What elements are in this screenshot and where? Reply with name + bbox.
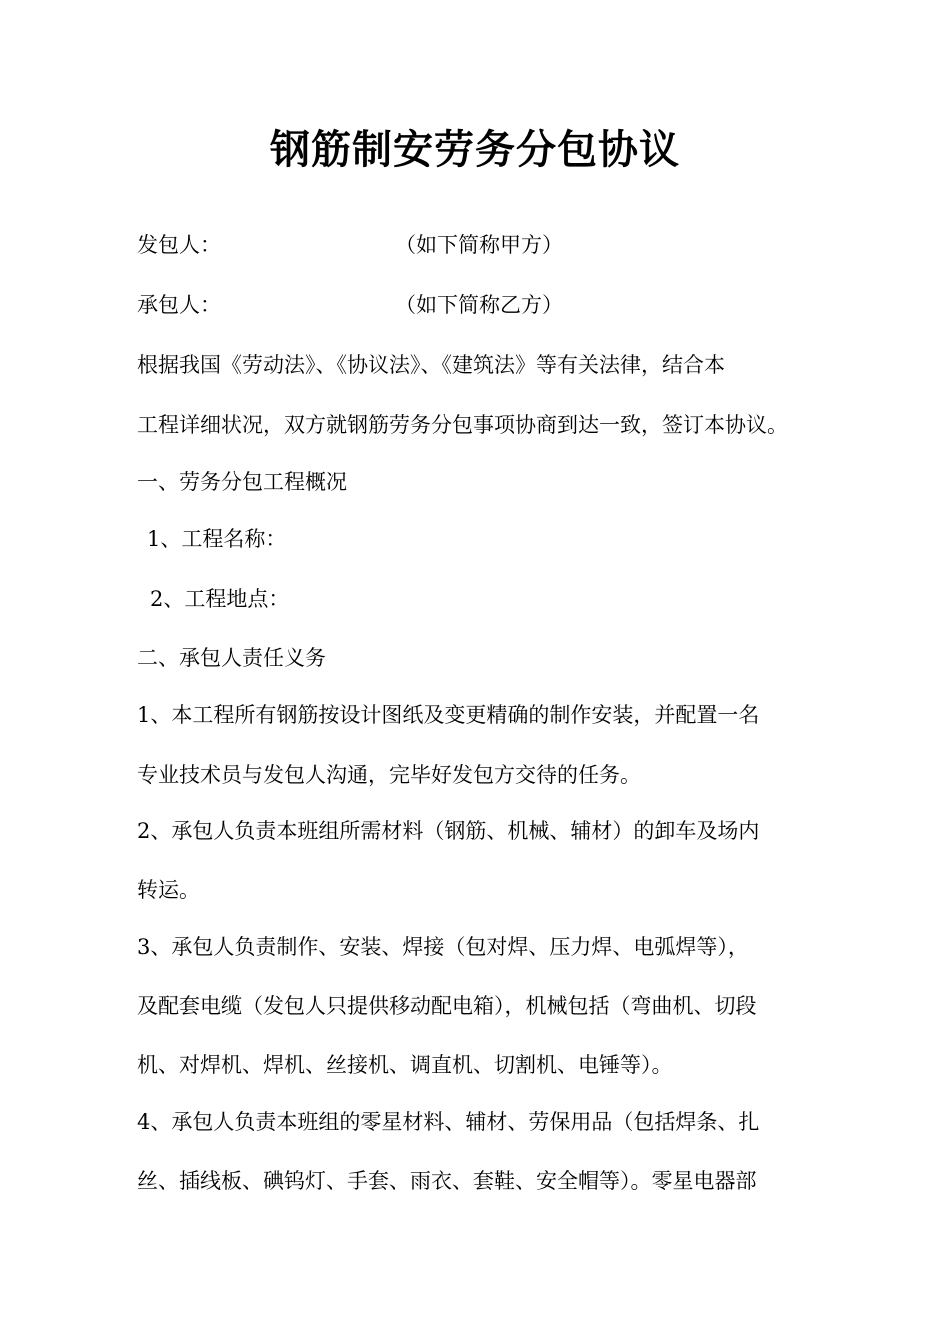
section-2-heading: 二、承包人责任义务 <box>137 646 326 670</box>
clause-1-line-2: 专业技术员与发包人沟通，完毕好发包方交待的任务。 <box>137 763 641 787</box>
clause-2-line-1: 2、承包人负责本班组所需材料（钢筋、机械、辅材）的卸车及场内 <box>137 819 760 843</box>
document-title: 钢筋制安劳务分包协议 <box>270 126 680 173</box>
preamble-line-2: 工程详细状况，双方就钢筋劳务分包事项协商到达一致，签订本协议。 <box>137 413 788 437</box>
section-1-heading: 一、劳务分包工程概况 <box>137 470 347 494</box>
clause-3-line-3: 机、对焊机、焊机、丝接机、调直机、切割机、电锤等）。 <box>137 1053 673 1077</box>
section-1-item-project-location: 2、工程地点： <box>150 587 290 611</box>
party-a-note: （如下简称甲方） <box>395 233 563 257</box>
party-b-label: 承包人： <box>137 293 221 317</box>
clause-2-line-2: 转运。 <box>137 878 200 902</box>
clause-3-line-1: 3、承包人负责制作、安装、焊接（包对焊、压力焊、电弧焊等）， <box>137 935 749 959</box>
clause-3-line-2: 及配套电缆（发包人只提供移动配电箱），机械包括（弯曲机、切段 <box>137 994 757 1018</box>
preamble-line-1: 根据我国《劳动法》、《协议法》、《建筑法》等有关法律，结合本 <box>137 353 725 377</box>
clause-1-line-1: 1、本工程所有钢筋按设计图纸及变更精确的制作安装，并配置一名 <box>137 703 760 727</box>
section-1-item-project-name: 1、工程名称： <box>147 527 287 551</box>
party-b-note: （如下简称乙方） <box>395 293 563 317</box>
clause-4-line-1: 4、承包人负责本班组的零星材料、辅材、劳保用品（包括焊条、扎 <box>137 1110 760 1134</box>
party-a-label: 发包人： <box>137 233 221 257</box>
clause-4-line-2: 丝、插线板、碘钨灯、手套、雨衣、套鞋、安全帽等）。零星电器部 <box>137 1169 757 1193</box>
